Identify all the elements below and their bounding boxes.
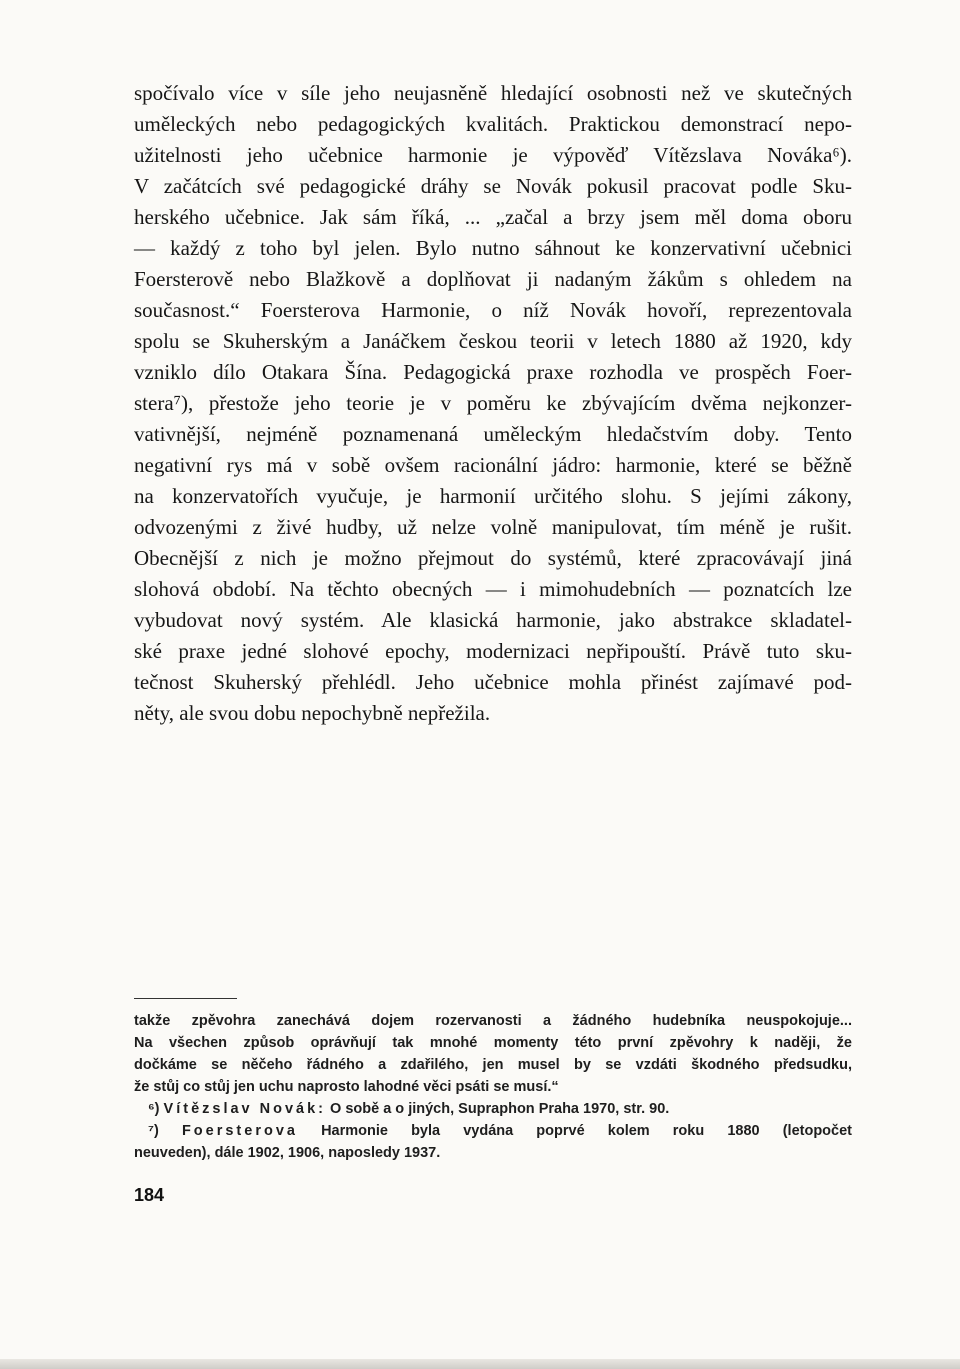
footnote-marker: ⁷) <box>148 1123 159 1139</box>
text-line: na konzervatořích vyučuje, je harmonií určitého slohu. S jejími zákony, <box>134 484 852 508</box>
footnote-divider <box>134 998 237 999</box>
text-line: vativnější, nejméně poznamenaná uměleckým hledačstvím doby. Tento <box>134 422 852 446</box>
footnote-text: O sobě a o jiných, Supraphon Praha 1970, str. 90. <box>330 1101 670 1117</box>
text-line: spolu se Skuherským a Janáčkem českou teorii v letech 1880 až 1920, kdy <box>134 329 852 353</box>
body-text <box>134 78 852 729</box>
footnote-author: Vítězslav Novák: <box>163 1101 326 1117</box>
footnote-7 <box>134 1120 852 1142</box>
text-line: slohová období. Na těchto obecných — i mimohudebních — poznatcích lze <box>134 577 852 601</box>
text-line: vzniklo dílo Otakara Šína. Pedagogická praxe rozhodla ve prospěch Foer- <box>134 360 852 384</box>
text-line: Foersterově nebo Blažkově a doplňovat ji nadaným žákům s ohledem na <box>134 267 852 291</box>
footnote-line: neuveden), dále 1902, 1906, naposledy 1937. <box>134 1145 441 1161</box>
footnote-line: Na všechen způsob oprávňují tak mnohé momenty této první zpěvohry k naději, že <box>134 1035 852 1051</box>
text-line: tečnost Skuherský přehlédl. Jeho učebnice mohla přinést zajímavé pod- <box>134 670 852 694</box>
footnotes <box>134 1010 852 1164</box>
footnote-line: dočkáme se něčeho řádného a zdařilého, jen musel by se vzdáti škodného předsudku, <box>134 1057 852 1073</box>
footnote-marker: ⁶) <box>148 1101 160 1117</box>
text-line: — každý z toho byl jelen. Bylo nutno sáhnout ke konzervativní učebnici <box>134 236 852 260</box>
page-number: 184 <box>134 1185 165 1205</box>
footnote-line: takže zpěvohra zanechává dojem rozervanosti a žádného hudebníka neuspokojuje... <box>134 1013 852 1029</box>
text-line: něty, ale svou dobu nepochybně nepřežila. <box>134 701 491 725</box>
text-line: Obecnější z nich je možno přejmout do systémů, které zpracovávají jiná <box>134 546 852 570</box>
footnote-6 <box>134 1098 852 1120</box>
text-line: herského učebnice. Jak sám říká, ... „začal a brzy jsem měl doma oboru <box>134 205 852 229</box>
footnote-author: Foersterova <box>181 1123 298 1139</box>
text-line: užitelnosti jeho učebnice harmonie je výpověď Vítězslava Nováka⁶). <box>134 143 852 167</box>
text-line: spočívalo více v síle jeho neujasněně hledající osobnosti než ve skutečných <box>134 81 852 105</box>
text-line: negativní rys má v sobě ovšem racionální jádro: harmonie, které se běžně <box>134 453 852 477</box>
text-line: vybudovat nový systém. Ale klasická harmonie, jako abstrakce skladatel- <box>134 608 852 632</box>
text-line: uměleckých nebo pedagogických kvalitách. Praktickou demonstrací nepo- <box>134 112 852 136</box>
text-line: odvozenými z živé hudby, už nelze volně manipulovat, tím méně je rušit. <box>134 515 852 539</box>
footnote-line: že stůj co stůj jen uchu naprosto lahodné věci psáti se musí.“ <box>134 1079 559 1095</box>
text-line: stera⁷), přestože jeho teorie je v poměru ke zbývajícím dvěma nejkonzer- <box>134 391 852 415</box>
text-line: V začátcích své pedagogické dráhy se Novák pokusil pracovat podle Sku- <box>134 174 852 198</box>
text-line: současnost.“ Foersterova Harmonie, o níž Novák hovoří, reprezentovala <box>134 298 852 322</box>
text-line: ské praxe jedné slohové epochy, modernizaci nepřipouští. Právě tuto sku- <box>134 639 852 663</box>
scan-edge <box>0 1359 960 1369</box>
footnote-text: Harmonie byla vydána poprvé kolem roku 1880 (letopočet <box>321 1123 852 1139</box>
